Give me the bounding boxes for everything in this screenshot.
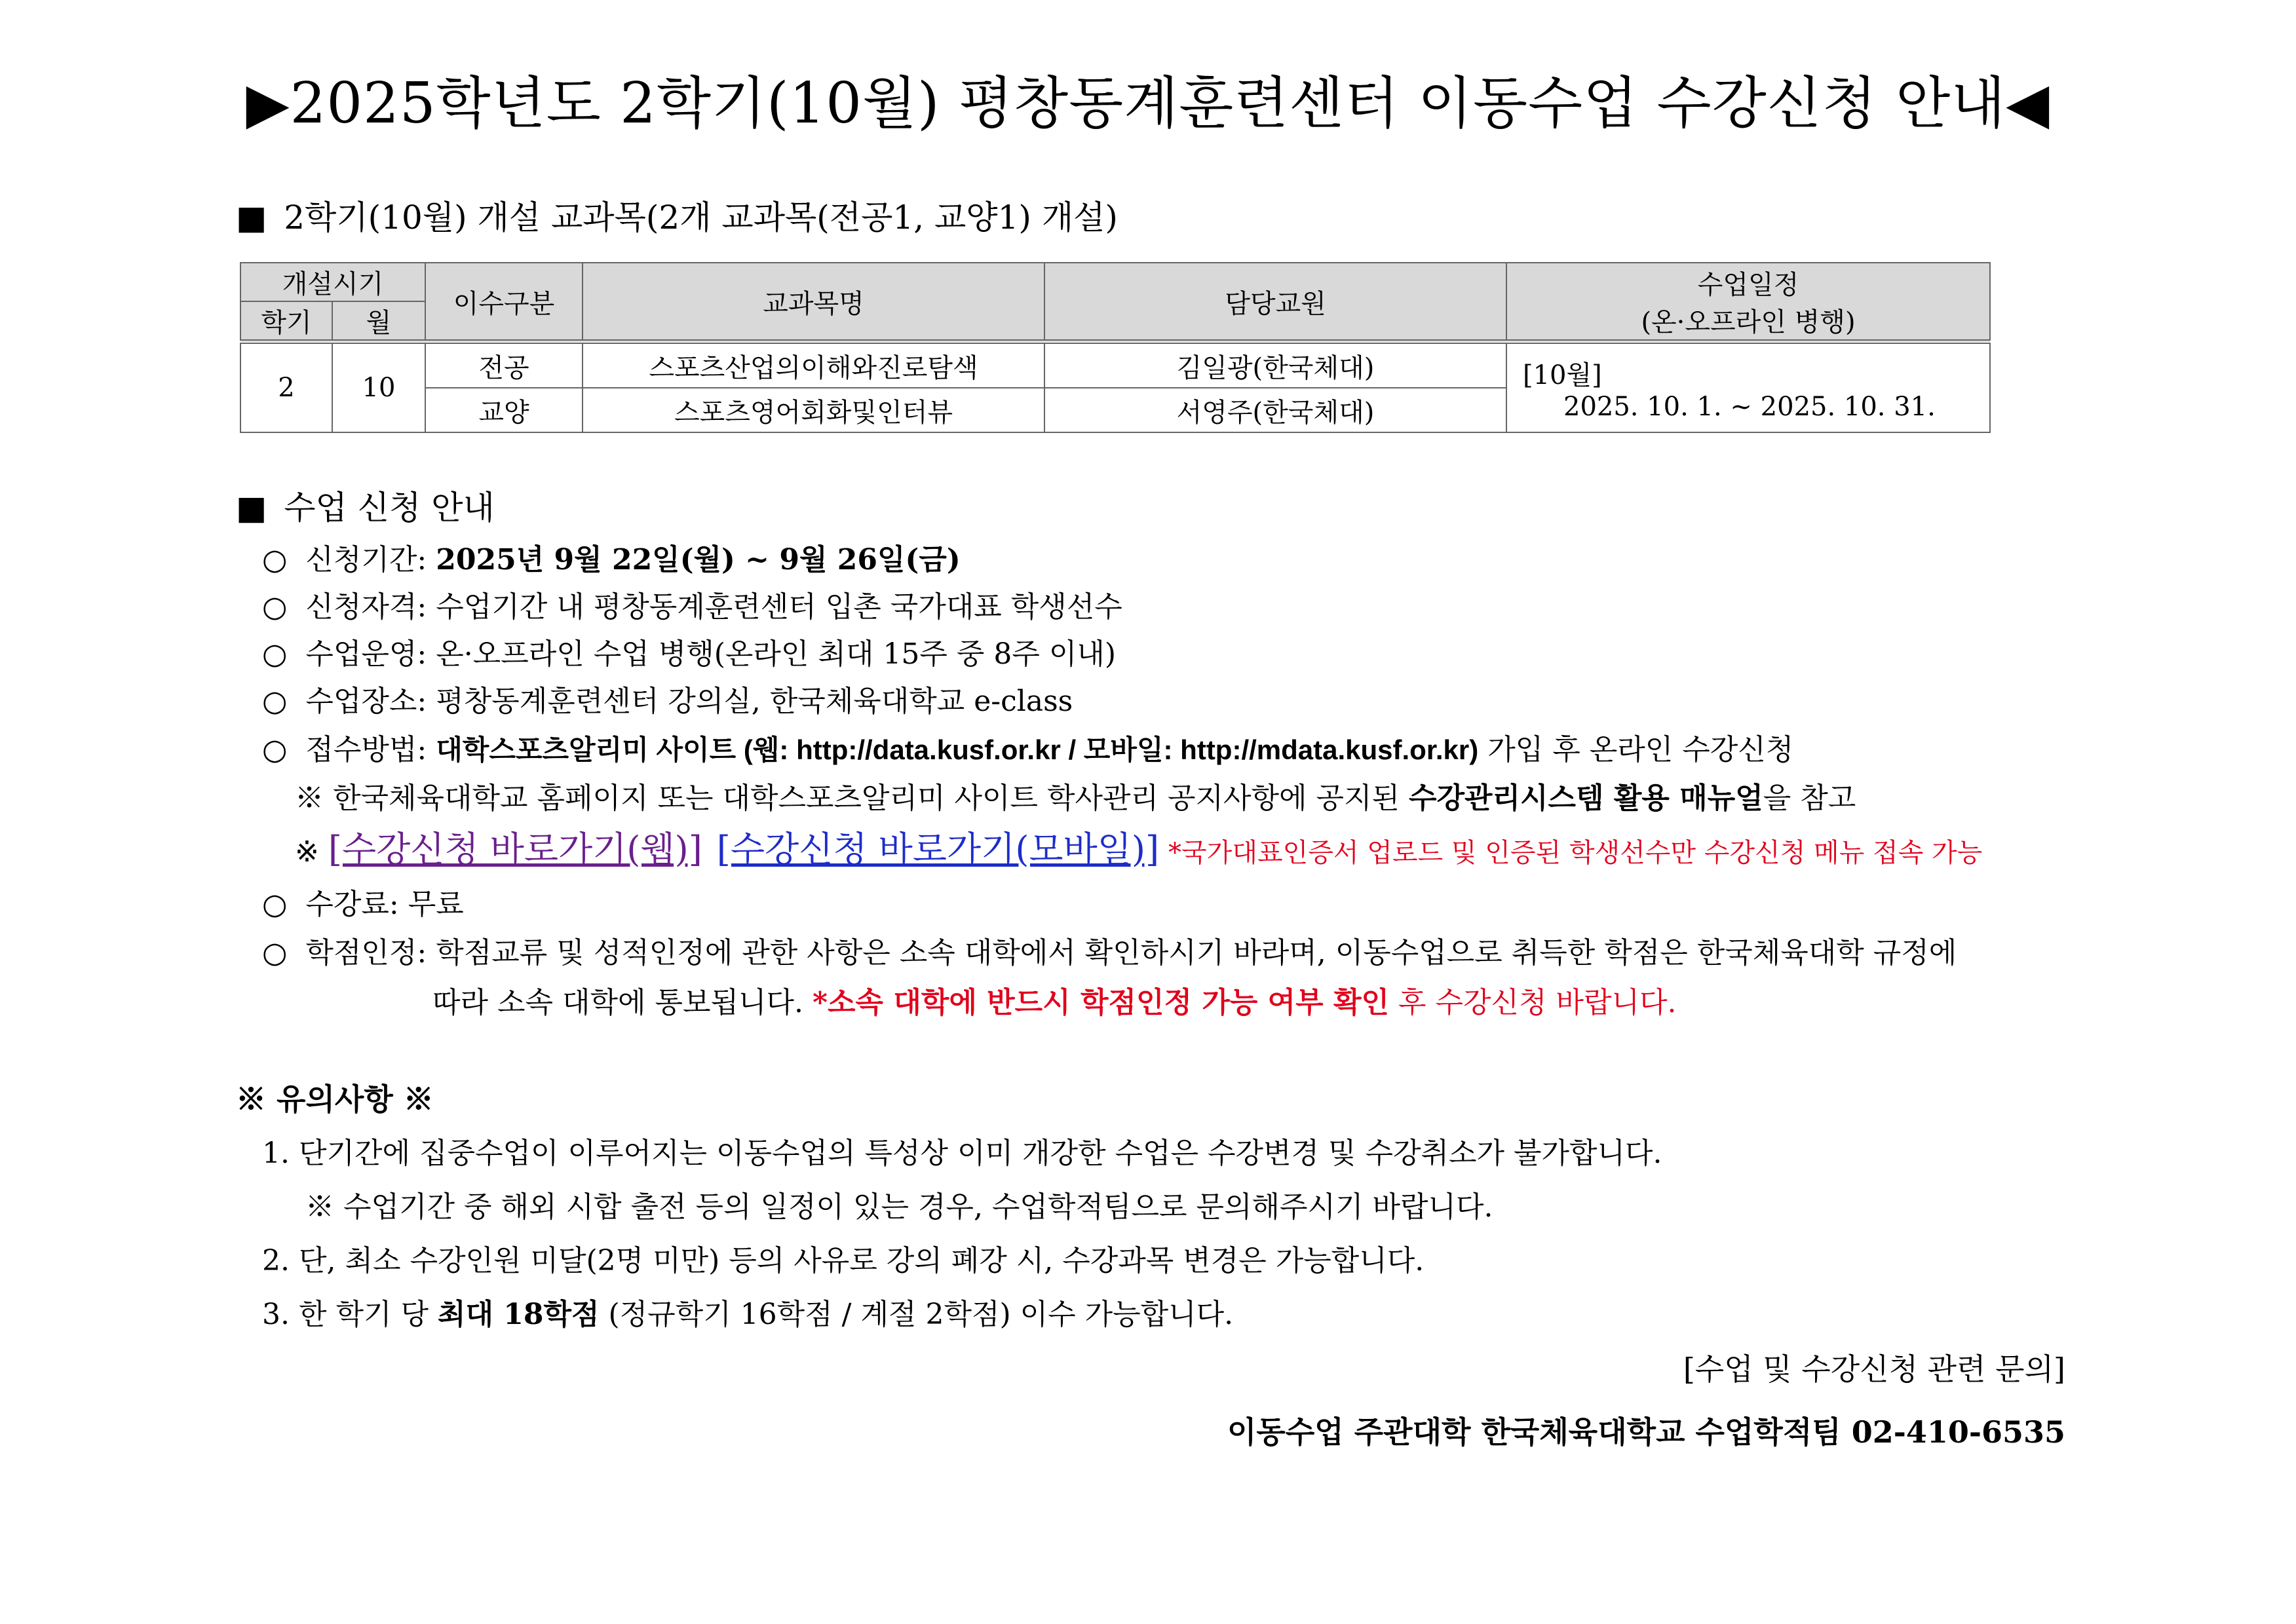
manual-name: 수강관리시스템 활용 매뉴얼 bbox=[1409, 782, 1763, 815]
caution-title: ※ 유의사항 ※ bbox=[236, 1082, 434, 1117]
item-operation: ○ 수업운영: 온·오프라인 수업 병행(온라인 최대 15주 중 8주 이내) bbox=[262, 637, 1117, 671]
circle-bullet-icon: ○ bbox=[262, 590, 288, 624]
application-period-value: 2025년 9월 22일(월) ~ 9월 26일(금) bbox=[436, 543, 961, 576]
note-links bbox=[295, 821, 1982, 872]
circle-bullet-icon: ○ bbox=[262, 936, 288, 970]
item-location: ○ 수업장소: 평창동계훈련센터 강의실, 한국체육대학교 e-class bbox=[262, 685, 1073, 718]
cell-instructor: 서영주(한국체대) bbox=[1044, 388, 1506, 432]
method-site-urls: 대학스포츠알리미 사이트 (웹: http://data.kusf.or.kr / 모바일: http://mdata.kusf.or.kr) bbox=[436, 734, 1479, 765]
schedule-month: [10월] bbox=[1523, 360, 1602, 390]
courses-table bbox=[240, 262, 1991, 433]
link-access-note: *국가대표인증서 업로드 및 인증된 학생선수만 수강신청 메뉴 접속 가능 bbox=[1168, 838, 1983, 868]
cell-type: 교양 bbox=[425, 388, 583, 432]
caution-item-3: 3. 한 학기 당 최대 18학점 (정규학기 16학점 / 계절 2학점) 이수 가능합니다. bbox=[262, 1298, 1234, 1331]
schedule-dates: 2025. 10. 1. ~ 2025. 10. 31. bbox=[1563, 391, 1936, 422]
header-schedule-label: 수업일정 bbox=[1697, 270, 1799, 300]
square-bullet-icon: ■ bbox=[236, 198, 267, 236]
section-heading-text: 2학기(10월) 개설 교과목(2개 교과목(전공1, 교양1) 개설) bbox=[284, 198, 1118, 236]
item-credit: ○ 학점인정: 학점교류 및 성적인정에 관한 사항은 소속 대학에서 확인하시기 바라며, 이동수업으로 취득한 학점은 한국체육대학 규정에 bbox=[262, 936, 1957, 970]
register-web-link[interactable]: [수강신청 바로가기(웹)] bbox=[328, 829, 702, 870]
cell-course: 스포츠산업의이해와진로탐색 bbox=[583, 342, 1044, 388]
cell-type: 전공 bbox=[425, 342, 583, 388]
header-schedule bbox=[1506, 263, 1990, 342]
section-heading-text: 수업 신청 안내 bbox=[284, 489, 495, 527]
register-mobile-link[interactable]: [수강신청 바로가기(모바일)] bbox=[716, 829, 1160, 870]
cell-schedule bbox=[1506, 342, 1990, 433]
reference-mark-icon: ※ bbox=[295, 782, 324, 815]
caution-item-1: 1. 단기간에 집중수업이 이루어지는 이동수업의 특성상 이미 개강한 수업은 수강변경 및 수강취소가 불가합니다. bbox=[262, 1137, 1662, 1170]
cell-month: 10 bbox=[332, 342, 425, 433]
header-type: 이수구분 bbox=[425, 263, 583, 342]
header-schedule-sub: (온·오프라인 병행) bbox=[1641, 307, 1856, 337]
caution-item-1-note: ※ 수업기간 중 해외 시합 출전 등의 일정이 있는 경우, 수업학적팀으로 문의해주시기 바랍니다. bbox=[305, 1190, 1493, 1224]
cell-semester: 2 bbox=[240, 342, 332, 433]
circle-bullet-icon: ○ bbox=[262, 543, 288, 576]
page-title: ▶2025학년도 2학기(10월) 평창동계훈련센터 이동수업 수강신청 안내◀ bbox=[246, 71, 2050, 136]
item-eligibility: ○ 신청자격: 수업기간 내 평창동계훈련센터 입촌 국가대표 학생선수 bbox=[262, 590, 1122, 624]
table-row bbox=[240, 342, 1990, 388]
cell-instructor: 김일광(한국체대) bbox=[1044, 342, 1506, 388]
header-course: 교과목명 bbox=[583, 263, 1044, 342]
section-heading-application bbox=[236, 482, 495, 529]
max-credits: 최대 18학점 bbox=[437, 1298, 600, 1331]
header-instructor: 담당교원 bbox=[1044, 263, 1506, 342]
header-period: 개설시기 bbox=[240, 263, 425, 301]
item-application-period: ○ 신청기간: 2025년 9월 22일(월) ~ 9월 26일(금) bbox=[262, 543, 961, 576]
circle-bullet-icon: ○ bbox=[262, 685, 288, 718]
item-method: ○ 접수방법: 대학스포츠알리미 사이트 (웹: http://data.kusf.or.kr / 모바일: http://mdata.kusf.or.kr) 가입 후 온라인 수강신청 bbox=[262, 733, 1794, 766]
contact-line: 이동수업 주관대학 한국체육대학교 수업학적팀 02-410-6535 bbox=[1227, 1414, 2065, 1450]
header-month: 월 bbox=[332, 301, 425, 342]
note-manual: ※ 한국체육대학교 홈페이지 또는 대학스포츠알리미 사이트 학사관리 공지사항에 공지된 수강관리시스템 활용 매뉴얼을 참고 bbox=[295, 782, 1856, 815]
contact-heading: [수업 및 수강신청 관련 문의] bbox=[1683, 1351, 2065, 1387]
caution-item-2: 2. 단, 최소 수강인원 미달(2명 미만) 등의 사유로 강의 폐강 시, 수강과목 변경은 가능합니다. bbox=[262, 1244, 1425, 1277]
square-bullet-icon: ■ bbox=[236, 489, 267, 527]
circle-bullet-icon: ○ bbox=[262, 637, 288, 671]
circle-bullet-icon: ○ bbox=[262, 888, 288, 921]
item-credit-line2: 따라 소속 대학에 통보됩니다. *소속 대학에 반드시 학점인정 가능 여부 확인 후 수강신청 바랍니다. bbox=[432, 986, 1677, 1019]
header-semester: 학기 bbox=[240, 301, 332, 342]
cell-course: 스포츠영어회화및인터뷰 bbox=[583, 388, 1044, 432]
circle-bullet-icon: ○ bbox=[262, 733, 288, 766]
credit-warning: *소속 대학에 반드시 학점인정 가능 여부 확인 bbox=[812, 986, 1389, 1019]
reference-mark-icon: ※ bbox=[295, 835, 319, 869]
section-heading-courses bbox=[236, 191, 1118, 238]
item-fee: ○ 수강료: 무료 bbox=[262, 888, 464, 921]
